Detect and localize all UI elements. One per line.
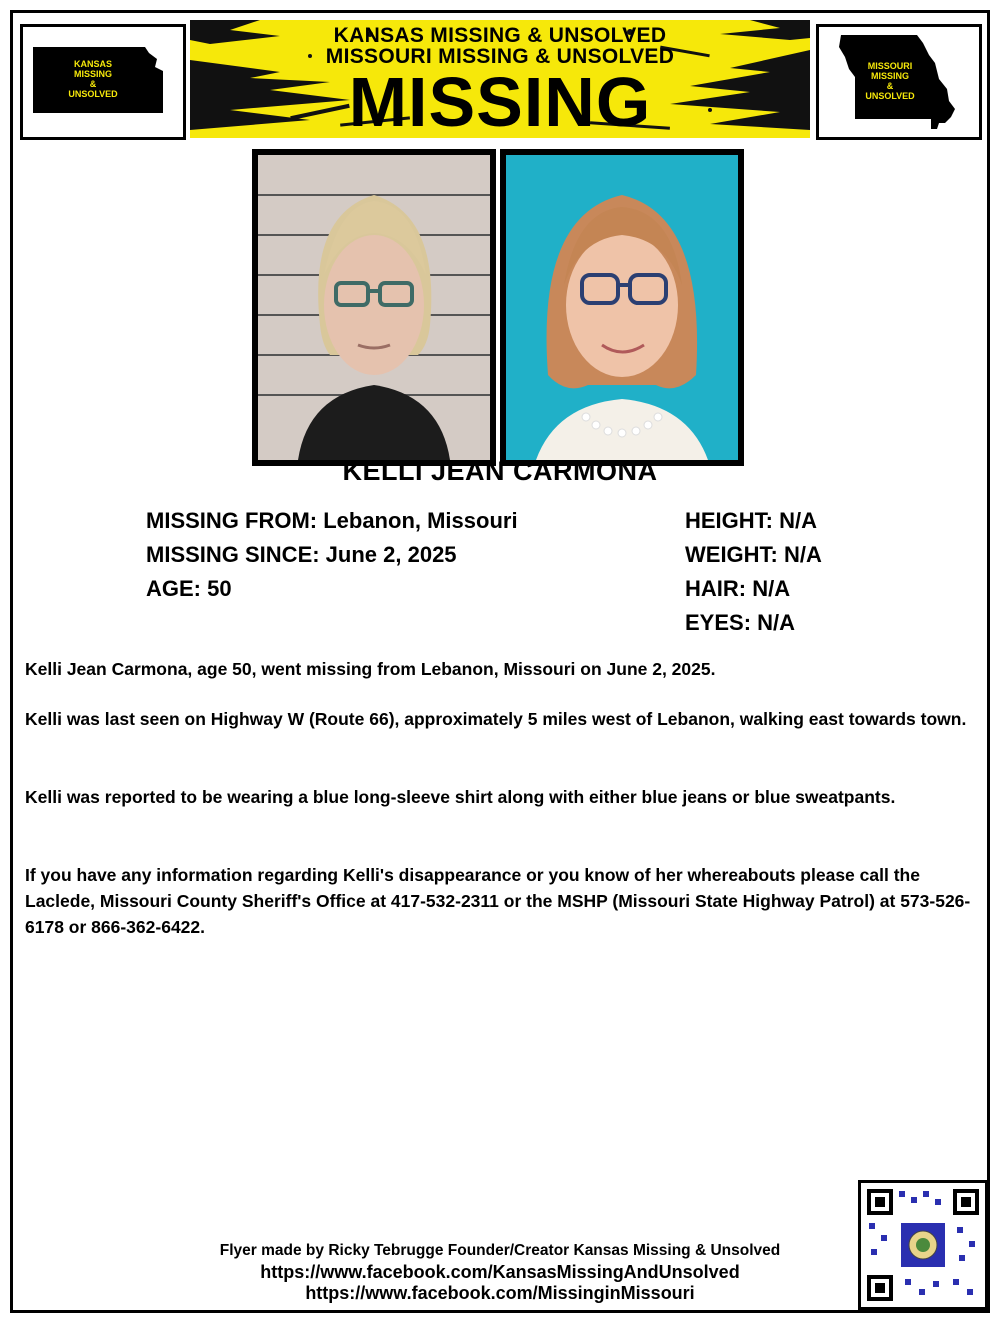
hair: HAIR: N/A [685,576,791,601]
missing-banner [190,20,810,138]
photo-license [500,149,744,466]
eyes: EYES: N/A [685,610,796,635]
contact-paragraph: If you have any information regarding Kelli's disappearance or you know of her whereabouts please call the Laclede, Missouri County Sheriff's Office at 417-532-2311 or the MSHP (Missouri State Highway Patrol) at 573-526-6178 or 866-362-6422. [25,865,971,937]
photo-booking [252,149,496,466]
age: AGE: 50 [146,576,232,601]
missing-since: MISSING SINCE: June 2, 2025 [146,542,457,567]
facebook-link-kansas[interactable]: https://www.facebook.com/KansasMissingAndUnsolved [260,1262,740,1282]
missing-from: MISSING FROM: Lebanon, Missouri [146,508,518,533]
kansas-logo [20,24,186,140]
description-paragraph: Kelli was last seen on Highway W (Route 66), approximately 5 miles west of Lebanon, walking east towards town. [25,709,967,729]
description-paragraph: Kelli was reported to be wearing a blue long-sleeve shirt along with either blue jeans or blue sweatpants. [25,787,896,807]
description-paragraph: Kelli Jean Carmona, age 50, went missing from Lebanon, Missouri on June 2, 2025. [25,659,716,679]
facebook-link-missouri[interactable]: https://www.facebook.com/MissinginMissouri [305,1283,695,1303]
missouri-logo-text: MISSOURI MISSING & UNSOLVED [865,61,915,101]
person-name: KELLI JEAN CARMONA [342,456,658,486]
height: HEIGHT: N/A [685,508,817,533]
qr-code[interactable] [858,1180,988,1310]
kansas-logo-text: KANSAS MISSING & UNSOLVED [68,59,118,99]
flyer-credit: Flyer made by Ricky Tebrugge Founder/Creator Kansas Missing & Unsolved [219,1242,781,1259]
weight: WEIGHT: N/A [685,542,822,567]
banner-missing-title: MISSING [348,63,652,138]
banner-missouri-title: MISSOURI MISSING & UNSOLVED [325,45,675,68]
missouri-logo [816,24,982,140]
banner-kansas-title: KANSAS MISSING & UNSOLVED [333,24,667,47]
